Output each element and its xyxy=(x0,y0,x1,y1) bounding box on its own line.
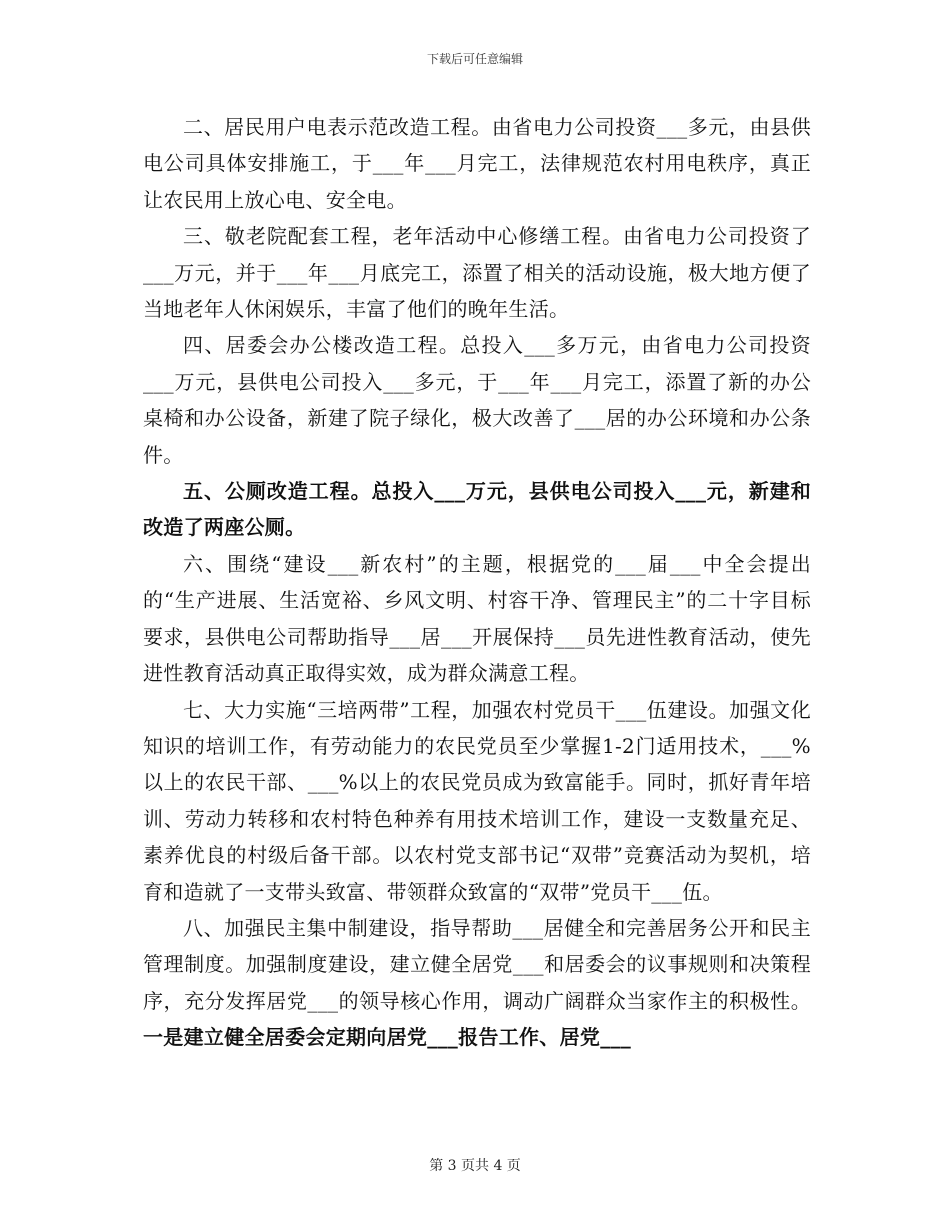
paragraph-8 xyxy=(143,910,811,1056)
paragraph-6: 六、围绕“建设___新农村”的主题，根据党的___届___中全会提出的“生产进展、生活宽裕、乡风文明、村容干净、管理民主”的二十字目标要求，县供电公司帮助指导___居___开展保持___员先进性教育活动，使先进性教育活动真正取得实效，成为群众满意工程。 xyxy=(143,551,811,686)
paragraph-8-text: 八、加强民主集中制建设，指导帮助___居健全和完善居务公开和民主管理制度。加强制度建设，建立健全居党___和居委会的议事规则和决策程序，充分发挥居党___的领导核心作用，调动广阔群众当家作主的积极性。 xyxy=(143,915,811,1013)
paragraph-5: 五、公厕改造工程。总投入___万元，县供电公司投入___元，新建和改造了两座公厕。 xyxy=(143,479,811,540)
page-footer: 第 3 页共 4 页 xyxy=(429,1158,521,1174)
page-header: 下载后可任意编辑 xyxy=(426,52,523,66)
paragraph-2: 二、居民用户电表示范改造工程。由省电力公司投资___多元，由县供电公司具体安排施工，于___年___月完工，法律规范农村用电秩序，真正让农民用上放心电、安全电。 xyxy=(143,115,811,212)
paragraph-7: 七、大力实施“三培两带”工程，加强农村党员干___伍建设。加强文化知识的培训工作，有劳动能力的农民党员至少掌握1-2门适用技术，___%以上的农民干部、___%以上的农民党员成为致富能手。同时，抓好青年培训、劳动力转移和农村特色种养有用技术培训工作，建设一支数量充足、素养优良的村级后备干部。以农村党支部书记“双带”竞赛活动为契机，培育和造就了一支带头致富、带领群众致富的“双带”党员干___伍。 xyxy=(143,697,811,904)
paragraph-4: 四、居委会办公楼改造工程。总投入___多万元，由省电力公司投资___万元，县供电公司投入___多元，于___年___月完工，添置了新的办公桌椅和办公设备，新建了院子绿化，极大改善了___居的办公环境和办公条件。 xyxy=(143,333,811,467)
paragraph-3: 三、敬老院配套工程，老年活动中心修缮工程。由省电力公司投资了___万元，并于___年___月底完工，添置了相关的活动设施，极大地方便了当地老年人休闲娱乐，丰富了他们的晚年生活。 xyxy=(143,224,811,322)
document-body xyxy=(143,109,811,1056)
paragraph-8-bold-tail: 一是建立健全居委会定期向居党___报告工作、居党___ xyxy=(143,1025,632,1050)
